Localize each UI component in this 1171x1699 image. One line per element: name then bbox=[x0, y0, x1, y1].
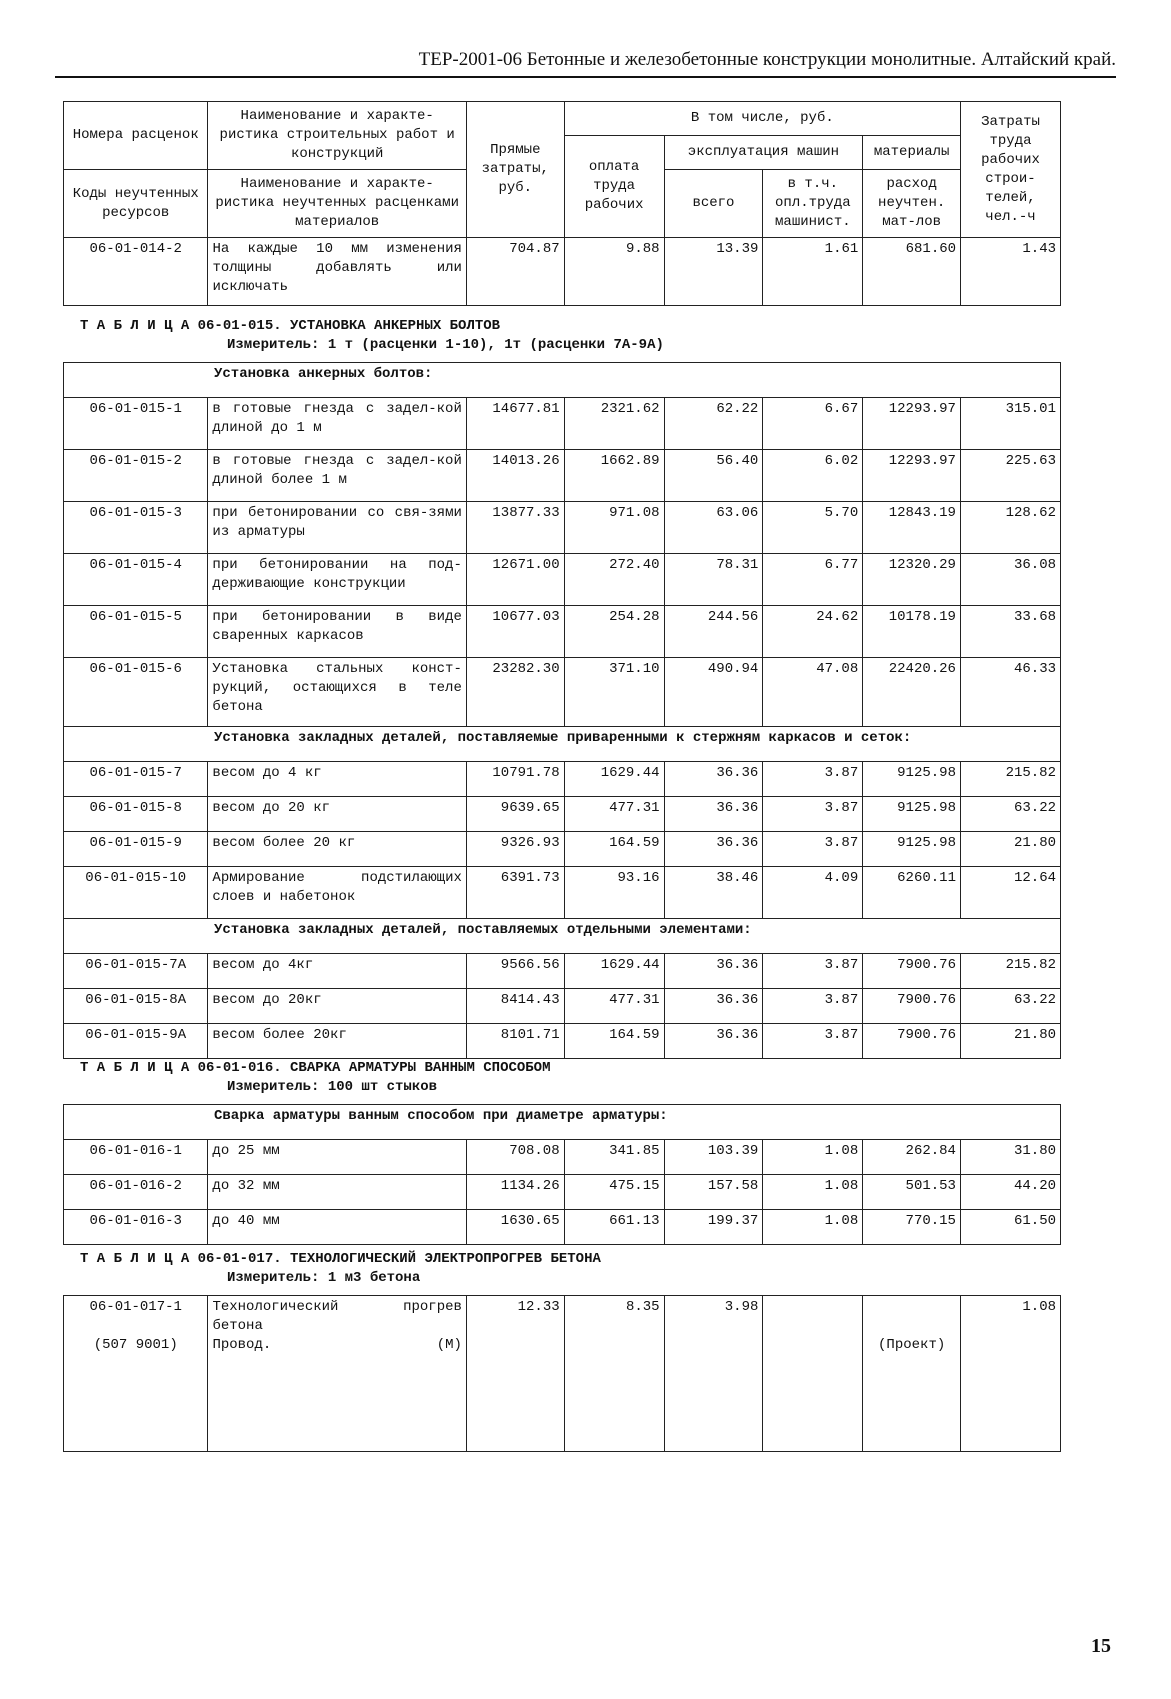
row-mach: 490.94 bbox=[664, 658, 763, 727]
row-mat: 9125.98 bbox=[863, 832, 961, 867]
row-labor: 33.68 bbox=[960, 606, 1060, 658]
table-017 bbox=[63, 1295, 1061, 1452]
row-name: при бетонировании на под-держивающие конструкции bbox=[208, 554, 466, 606]
row-wage: 477.31 bbox=[564, 797, 664, 832]
section-title: Установка анкерных болтов: bbox=[64, 363, 1061, 398]
row-machw: 3.87 bbox=[763, 762, 863, 797]
table-015-caption bbox=[80, 317, 664, 355]
row-mach: 56.40 bbox=[664, 450, 763, 502]
table-row bbox=[64, 450, 1061, 502]
table-row bbox=[64, 398, 1061, 450]
table-row bbox=[64, 238, 1061, 306]
col-machines-header: эксплуатация машин bbox=[664, 136, 863, 170]
row-wage: 1629.44 bbox=[564, 762, 664, 797]
row-machw: 3.87 bbox=[763, 1024, 863, 1059]
page-number: 15 bbox=[1091, 1635, 1111, 1657]
col-name-sub-header: Наименование и характе-ристика неучтенных расценками материалов bbox=[208, 170, 466, 238]
row-mat: 6260.11 bbox=[863, 867, 961, 919]
row-machw: 6.67 bbox=[763, 398, 863, 450]
header-title: ТЕР-2001-06 Бетонные и железобетонные конструкции монолитные. Алтайский край. bbox=[418, 49, 1116, 70]
table-017-measure: Измеритель: 1 м3 бетона bbox=[227, 1270, 421, 1286]
row-mach: 78.31 bbox=[664, 554, 763, 606]
row-wage: 8.35 bbox=[564, 1296, 664, 1452]
col-name-header: Наименование и характе-ристика строительных работ и конструкций bbox=[208, 102, 466, 170]
row-direct: 14677.81 bbox=[466, 398, 564, 450]
row-direct: 6391.73 bbox=[466, 867, 564, 919]
row-wage: 341.85 bbox=[564, 1140, 664, 1175]
row-code: 06-01-015-8 bbox=[64, 797, 208, 832]
table-row bbox=[64, 1210, 1061, 1245]
row-labor: 215.82 bbox=[960, 762, 1060, 797]
section-title: Сварка арматуры ванным способом при диаметре арматуры: bbox=[64, 1105, 1061, 1140]
section-row bbox=[64, 1105, 1061, 1140]
row-name: Технологический прогрев бетона bbox=[212, 1299, 462, 1334]
row-machw: 6.77 bbox=[763, 554, 863, 606]
row-mach: 36.36 bbox=[664, 832, 763, 867]
col-unacc-header: расход неучтен. мат-лов bbox=[863, 170, 961, 238]
page-header bbox=[55, 46, 1116, 78]
resource-code: (507 9001) bbox=[93, 1337, 178, 1353]
row-wage: 272.40 bbox=[564, 554, 664, 606]
row-direct: 10677.03 bbox=[466, 606, 564, 658]
row-wage: 2321.62 bbox=[564, 398, 664, 450]
row-code: 06-01-015-3 bbox=[64, 502, 208, 554]
table-row bbox=[64, 954, 1061, 989]
row-name: весом до 20кг bbox=[208, 989, 466, 1024]
row-direct: 9566.56 bbox=[466, 954, 564, 989]
row-direct: 10791.78 bbox=[466, 762, 564, 797]
section-row bbox=[64, 363, 1061, 398]
table-017-title: Т А Б Л И Ц А 06-01-017. ТЕХНОЛОГИЧЕСКИЙ ЭЛЕКТРОПРОГРЕВ БЕТОНА bbox=[80, 1251, 601, 1267]
row-direct: 8414.43 bbox=[466, 989, 564, 1024]
row-code: 06-01-015-4 bbox=[64, 554, 208, 606]
table-015-title: Т А Б Л И Ц А 06-01-015. УСТАНОВКА АНКЕРНЫХ БОЛТОВ bbox=[80, 318, 501, 334]
row-code: 06-01-015-7 bbox=[64, 762, 208, 797]
table-016-title: Т А Б Л И Ц А 06-01-016. СВАРКА АРМАТУРЫ ВАННЫМ СПОСОБОМ bbox=[80, 1060, 551, 1076]
table-row bbox=[64, 502, 1061, 554]
row-direct: 9639.65 bbox=[466, 797, 564, 832]
table-row bbox=[64, 832, 1061, 867]
row-labor: 225.63 bbox=[960, 450, 1060, 502]
row-name: при бетонировании со свя-зями из арматуры bbox=[208, 502, 466, 554]
row-code: 06-01-016-3 bbox=[64, 1210, 208, 1245]
row-mach: 103.39 bbox=[664, 1140, 763, 1175]
table-015 bbox=[63, 362, 1061, 1059]
table-row bbox=[64, 1175, 1061, 1210]
row-name: весом более 20кг bbox=[208, 1024, 466, 1059]
resource-mat: (Проект) bbox=[878, 1337, 946, 1353]
table-row bbox=[64, 989, 1061, 1024]
row-code: 06-01-015-9А bbox=[64, 1024, 208, 1059]
table-row bbox=[64, 606, 1061, 658]
row-wage: 9.88 bbox=[564, 238, 664, 306]
row-mach: 36.36 bbox=[664, 762, 763, 797]
row-mat: 12293.97 bbox=[863, 398, 961, 450]
row-labor: 61.50 bbox=[960, 1210, 1060, 1245]
row-direct: 708.08 bbox=[466, 1140, 564, 1175]
table-016 bbox=[63, 1104, 1061, 1245]
row-code: 06-01-015-1 bbox=[64, 398, 208, 450]
row-code: 06-01-015-8А bbox=[64, 989, 208, 1024]
row-wage: 93.16 bbox=[564, 867, 664, 919]
row-mat: 7900.76 bbox=[863, 989, 961, 1024]
row-mach: 36.36 bbox=[664, 954, 763, 989]
row-labor: 1.43 bbox=[961, 238, 1061, 306]
col-materials-header: материалы bbox=[863, 136, 961, 170]
row-labor: 36.08 bbox=[960, 554, 1060, 606]
col-codes-sub-header: Коды неучтенных ресурсов bbox=[64, 170, 208, 238]
row-machw: 1.08 bbox=[763, 1210, 863, 1245]
row-mach: 36.36 bbox=[664, 797, 763, 832]
table-row bbox=[64, 1024, 1061, 1059]
table-row bbox=[64, 554, 1061, 606]
section-row bbox=[64, 727, 1061, 762]
row-labor: 44.20 bbox=[960, 1175, 1060, 1210]
row-code: 06-01-015-10 bbox=[64, 867, 208, 919]
row-wage: 1629.44 bbox=[564, 954, 664, 989]
row-mach: 3.98 bbox=[664, 1296, 763, 1452]
row-wage: 254.28 bbox=[564, 606, 664, 658]
row-wage: 164.59 bbox=[564, 832, 664, 867]
row-mach: 62.22 bbox=[664, 398, 763, 450]
row-mat: 9125.98 bbox=[863, 797, 961, 832]
row-machw: 4.09 bbox=[763, 867, 863, 919]
row-labor: 21.80 bbox=[960, 832, 1060, 867]
row-machw: 24.62 bbox=[763, 606, 863, 658]
col-incl-wage-header: в т.ч. опл.труда машинист. bbox=[763, 170, 863, 238]
row-name: весом до 4 кг bbox=[208, 762, 466, 797]
row-wage: 1662.89 bbox=[564, 450, 664, 502]
row-machw: 3.87 bbox=[763, 797, 863, 832]
table-016-caption bbox=[80, 1059, 550, 1097]
row-mat: 7900.76 bbox=[863, 954, 961, 989]
row-code: 06-01-015-5 bbox=[64, 606, 208, 658]
row-wage: 164.59 bbox=[564, 1024, 664, 1059]
row-direct: 1134.26 bbox=[466, 1175, 564, 1210]
row-mat: 9125.98 bbox=[863, 762, 961, 797]
row-mat: 501.53 bbox=[863, 1175, 961, 1210]
row-machw: 3.87 bbox=[763, 989, 863, 1024]
table-row bbox=[64, 1296, 1061, 1452]
row-direct: 13877.33 bbox=[466, 502, 564, 554]
row-code: 06-01-015-2 bbox=[64, 450, 208, 502]
row-mach: 157.58 bbox=[664, 1175, 763, 1210]
row-direct: 14013.26 bbox=[466, 450, 564, 502]
row-name: Установка стальных конст-рукций, остающихся в теле бетона bbox=[208, 658, 466, 727]
table-row bbox=[64, 1140, 1061, 1175]
row-code: 06-01-015-6 bbox=[64, 658, 208, 727]
row-name: до 32 мм bbox=[208, 1175, 466, 1210]
row-mach: 199.37 bbox=[664, 1210, 763, 1245]
table-row bbox=[64, 658, 1061, 727]
row-labor: 215.82 bbox=[960, 954, 1060, 989]
row-mat: 22420.26 bbox=[863, 658, 961, 727]
row-mat: 7900.76 bbox=[863, 1024, 961, 1059]
table-row bbox=[64, 867, 1061, 919]
row-machw: 3.87 bbox=[763, 954, 863, 989]
row-direct: 12671.00 bbox=[466, 554, 564, 606]
resource-unit: (М) bbox=[436, 1337, 462, 1353]
row-name: до 40 мм bbox=[208, 1210, 466, 1245]
row-machw: 3.87 bbox=[763, 832, 863, 867]
row-mat: 262.84 bbox=[863, 1140, 961, 1175]
row-mat: 770.15 bbox=[863, 1210, 961, 1245]
row-wage: 475.15 bbox=[564, 1175, 664, 1210]
row-machw: 1.08 bbox=[763, 1175, 863, 1210]
table-015-measure: Измеритель: 1 т (расценки 1-10), 1т (расценки 7А-9А) bbox=[227, 337, 664, 353]
row-code: 06-01-014-2 bbox=[64, 238, 208, 306]
row-code: 06-01-016-1 bbox=[64, 1140, 208, 1175]
row-name: до 25 мм bbox=[208, 1140, 466, 1175]
row-direct: 8101.71 bbox=[466, 1024, 564, 1059]
row-code: 06-01-017-1 bbox=[89, 1299, 182, 1315]
table-017-caption bbox=[80, 1250, 601, 1288]
row-code: 06-01-015-9 bbox=[64, 832, 208, 867]
row-labor: 46.33 bbox=[960, 658, 1060, 727]
row-mat: 10178.19 bbox=[863, 606, 961, 658]
col-total-header: всего bbox=[664, 170, 763, 238]
row-code: 06-01-016-2 bbox=[64, 1175, 208, 1210]
row-wage: 371.10 bbox=[564, 658, 664, 727]
table-row bbox=[64, 797, 1061, 832]
row-labor: 21.80 bbox=[960, 1024, 1060, 1059]
row-direct: 9326.93 bbox=[466, 832, 564, 867]
row-labor: 63.22 bbox=[960, 797, 1060, 832]
col-codes-header: Номера расценок bbox=[64, 102, 208, 170]
row-machw bbox=[763, 1296, 863, 1452]
section-title: Установка закладных деталей, поставляемые приваренными к стержням каркасов и сеток: bbox=[64, 727, 1061, 762]
row-machw: 5.70 bbox=[763, 502, 863, 554]
row-name: весом до 4кг bbox=[208, 954, 466, 989]
section-row bbox=[64, 919, 1061, 954]
table-row bbox=[64, 762, 1061, 797]
col-labor-header: Затраты труда рабочих строи-телей, чел.-ч bbox=[961, 102, 1061, 238]
row-mat: 12320.29 bbox=[863, 554, 961, 606]
row-mach: 244.56 bbox=[664, 606, 763, 658]
row-wage: 477.31 bbox=[564, 989, 664, 1024]
col-direct-header: Прямые затраты, руб. bbox=[466, 102, 564, 238]
row-name: весом до 20 кг bbox=[208, 797, 466, 832]
row-machw: 1.08 bbox=[763, 1140, 863, 1175]
row-mach: 13.39 bbox=[664, 238, 763, 306]
row-name: в готовые гнезда с задел-кой длиной более 1 м bbox=[208, 450, 466, 502]
row-wage: 661.13 bbox=[564, 1210, 664, 1245]
header-table bbox=[63, 101, 1061, 306]
row-labor: 128.62 bbox=[960, 502, 1060, 554]
row-machw: 1.61 bbox=[763, 238, 863, 306]
row-code: 06-01-015-7А bbox=[64, 954, 208, 989]
row-mach: 36.36 bbox=[664, 989, 763, 1024]
row-name: весом более 20 кг bbox=[208, 832, 466, 867]
row-mat: 12293.97 bbox=[863, 450, 961, 502]
row-mach: 38.46 bbox=[664, 867, 763, 919]
row-labor: 12.64 bbox=[960, 867, 1060, 919]
row-labor: 315.01 bbox=[960, 398, 1060, 450]
row-labor: 1.08 bbox=[961, 1296, 1061, 1452]
row-machw: 6.02 bbox=[763, 450, 863, 502]
row-mach: 36.36 bbox=[664, 1024, 763, 1059]
section-title: Установка закладных деталей, поставляемых отдельными элементами: bbox=[64, 919, 1061, 954]
row-wage: 971.08 bbox=[564, 502, 664, 554]
row-labor: 31.80 bbox=[960, 1140, 1060, 1175]
row-machw: 47.08 bbox=[763, 658, 863, 727]
row-name: На каждые 10 мм изменения толщины добавлять или исключать bbox=[208, 238, 466, 306]
row-mat: 12843.19 bbox=[863, 502, 961, 554]
col-wage-header: оплата труда рабочих bbox=[564, 136, 664, 238]
row-name: в готовые гнезда с задел-кой длиной до 1 м bbox=[208, 398, 466, 450]
row-direct: 1630.65 bbox=[466, 1210, 564, 1245]
row-direct: 12.33 bbox=[466, 1296, 564, 1452]
row-mach: 63.06 bbox=[664, 502, 763, 554]
col-incl-header: В том числе, руб. bbox=[564, 102, 960, 136]
row-labor: 63.22 bbox=[960, 989, 1060, 1024]
row-direct: 704.87 bbox=[466, 238, 564, 306]
row-name: Армирование подстилающих слоев и набетонок bbox=[208, 867, 466, 919]
table-016-measure: Измеритель: 100 шт стыков bbox=[227, 1079, 438, 1095]
row-mat: 681.60 bbox=[863, 238, 961, 306]
resource-name: Провод. bbox=[212, 1337, 272, 1353]
row-direct: 23282.30 bbox=[466, 658, 564, 727]
row-name: при бетонировании в виде сваренных каркасов bbox=[208, 606, 466, 658]
